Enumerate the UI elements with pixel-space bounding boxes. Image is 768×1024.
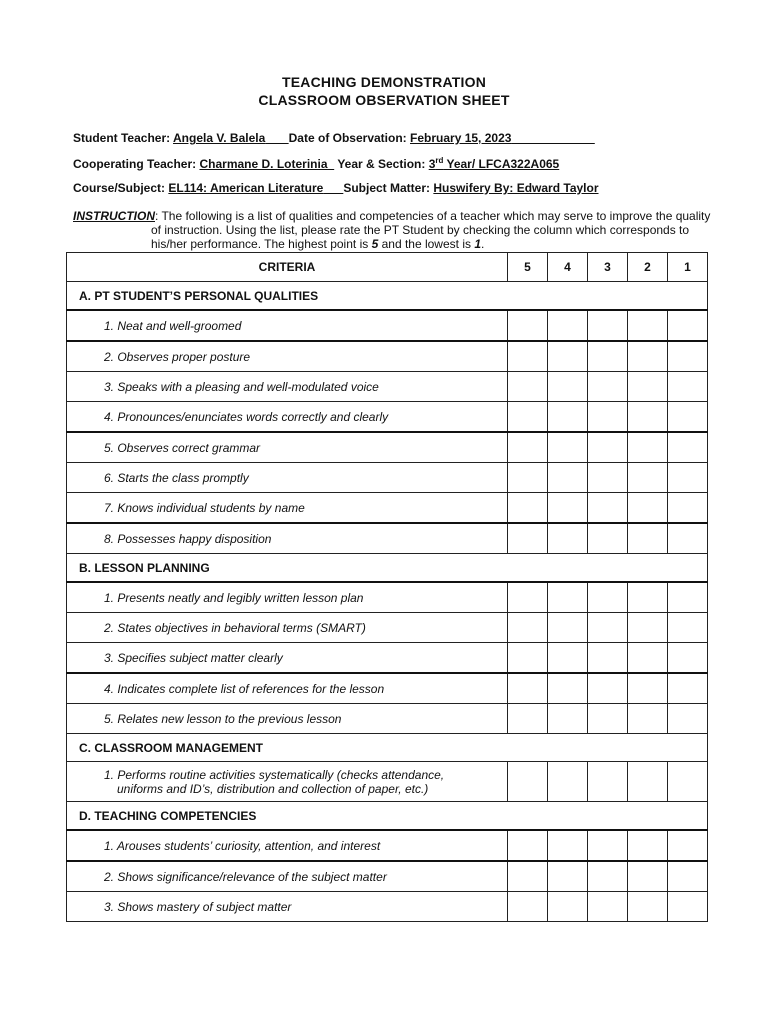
table-row	[67, 762, 708, 802]
criterion-label: 2. States objectives in behavioral terms (SMART)	[67, 613, 508, 643]
rating-cell-4[interactable]	[548, 523, 588, 554]
rating-cell-2[interactable]	[628, 310, 668, 341]
rating-cell-1[interactable]	[668, 861, 708, 892]
rating-cell-1[interactable]	[668, 402, 708, 433]
rating-cell-4[interactable]	[548, 613, 588, 643]
criterion-label: 3. Specifies subject matter clearly	[67, 643, 508, 674]
rating-cell-3[interactable]	[588, 432, 628, 463]
info-row-student-teacher	[73, 131, 595, 145]
rating-cell-4[interactable]	[548, 830, 588, 861]
info-row-course	[73, 181, 599, 195]
document-title-line2: CLASSROOM OBSERVATION SHEET	[258, 92, 510, 108]
table-row	[67, 463, 708, 493]
criterion-label: 4. Pronounces/enunciates words correctly and clearly	[67, 402, 508, 433]
rating-cell-2[interactable]	[628, 402, 668, 433]
criterion-line1: 1. Performs routine activities systematically (checks attendance,	[104, 767, 445, 782]
rating-cell-3[interactable]	[588, 861, 628, 892]
rating-cell-2[interactable]	[628, 463, 668, 493]
rating-cell-5[interactable]	[508, 310, 548, 341]
table-row	[67, 892, 708, 922]
rating-cell-2[interactable]	[628, 493, 668, 524]
rating-cell-5[interactable]	[508, 704, 548, 734]
rating-cell-2[interactable]	[628, 762, 668, 802]
table-row	[67, 704, 708, 734]
rating-cell-3[interactable]	[588, 372, 628, 402]
rating-cell-3[interactable]	[588, 613, 628, 643]
score-header-1: 1	[668, 253, 708, 282]
rating-cell-4[interactable]	[548, 643, 588, 674]
rating-cell-1[interactable]	[668, 613, 708, 643]
instruction-block	[73, 209, 711, 251]
criterion-label: 3. Shows mastery of subject matter	[67, 892, 508, 922]
rating-cell-1[interactable]	[668, 704, 708, 734]
criterion-label: 2. Shows significance/relevance of the subject matter	[67, 861, 508, 892]
rating-cell-2[interactable]	[628, 372, 668, 402]
criterion-label: 7. Knows individual students by name	[67, 493, 508, 524]
score-header-4: 4	[548, 253, 588, 282]
student-teacher-value: Angela V. Balela	[173, 131, 266, 145]
rating-cell-4[interactable]	[548, 341, 588, 372]
rating-cell-5[interactable]	[508, 493, 548, 524]
course-blank	[323, 181, 343, 195]
rating-cell-1[interactable]	[668, 372, 708, 402]
table-row	[67, 613, 708, 643]
observation-table	[66, 252, 708, 922]
rating-cell-4[interactable]	[548, 432, 588, 463]
rating-cell-5[interactable]	[508, 643, 548, 674]
rating-cell-5[interactable]	[508, 341, 548, 372]
rating-cell-4[interactable]	[548, 673, 588, 704]
rating-cell-3[interactable]	[588, 892, 628, 922]
date-value: February 15, 2023	[410, 131, 512, 145]
subject-matter-label: Subject Matter:	[343, 181, 431, 195]
table-row	[67, 310, 708, 341]
rating-cell-5[interactable]	[508, 402, 548, 433]
table-row	[67, 402, 708, 433]
rating-cell-2[interactable]	[628, 830, 668, 861]
criterion-label: 1. Arouses students’ curiosity, attention, and interest	[67, 830, 508, 861]
course-label: Course/Subject:	[73, 181, 166, 195]
section-d-title: D. TEACHING COMPETENCIES	[67, 802, 708, 831]
criterion-label: 8. Possesses happy disposition	[67, 523, 508, 554]
rating-cell-4[interactable]	[548, 372, 588, 402]
rating-cell-1[interactable]	[668, 463, 708, 493]
rating-cell-3[interactable]	[588, 673, 628, 704]
criterion-label: 1. Neat and well-groomed	[67, 310, 508, 341]
table-row	[67, 341, 708, 372]
criterion-label: 3. Speaks with a pleasing and well-modulated voice	[67, 372, 508, 402]
rating-cell-4[interactable]	[548, 892, 588, 922]
rating-cell-3[interactable]	[588, 704, 628, 734]
rating-cell-5[interactable]	[508, 861, 548, 892]
rating-cell-2[interactable]	[628, 432, 668, 463]
table-row	[67, 493, 708, 524]
rating-cell-5[interactable]	[508, 523, 548, 554]
section-row-d	[67, 802, 708, 831]
instruction-line3: his/her performance. The highest point is 5 and the lowest is 1.	[151, 237, 485, 251]
table-row	[67, 372, 708, 402]
rating-cell-5[interactable]	[508, 892, 548, 922]
table-row	[67, 861, 708, 892]
rating-cell-1[interactable]	[668, 892, 708, 922]
rating-cell-1[interactable]	[668, 432, 708, 463]
rating-cell-1[interactable]	[668, 673, 708, 704]
section-c-title: C. CLASSROOM MANAGEMENT	[67, 734, 708, 762]
score-header-5: 5	[508, 253, 548, 282]
rating-cell-4[interactable]	[548, 493, 588, 524]
criterion-label: 6. Starts the class promptly	[67, 463, 508, 493]
rating-cell-4[interactable]	[548, 861, 588, 892]
rating-cell-2[interactable]	[628, 704, 668, 734]
section-b-title: B. LESSON PLANNING	[67, 554, 708, 583]
rating-cell-2[interactable]	[628, 673, 668, 704]
rating-cell-5[interactable]	[508, 582, 548, 613]
rating-cell-1[interactable]	[668, 493, 708, 524]
cooperating-teacher-blank	[328, 157, 335, 171]
student-teacher-blank	[265, 131, 288, 145]
rating-cell-4[interactable]	[548, 463, 588, 493]
cooperating-teacher-value: Charmane D. Loterinia	[199, 157, 328, 171]
subject-matter-value: Huswifery By: Edward Taylor	[433, 181, 599, 195]
criterion-label: 5. Relates new lesson to the previous lesson	[67, 704, 508, 734]
rating-cell-3[interactable]	[588, 830, 628, 861]
rating-cell-4[interactable]	[548, 310, 588, 341]
rating-cell-1[interactable]	[668, 523, 708, 554]
table-row	[67, 523, 708, 554]
table-header-row	[67, 253, 708, 282]
rating-cell-5[interactable]	[508, 613, 548, 643]
section-row-a	[67, 282, 708, 311]
criterion-label: 2. Observes proper posture	[67, 341, 508, 372]
section-a-title: A. PT STUDENT’S PERSONAL QUALITIES	[67, 282, 708, 311]
rating-cell-5[interactable]	[508, 463, 548, 493]
rating-cell-4[interactable]	[548, 582, 588, 613]
rating-cell-2[interactable]	[628, 892, 668, 922]
criterion-label: 5. Observes correct grammar	[67, 432, 508, 463]
rating-cell-5[interactable]	[508, 432, 548, 463]
date-label: Date of Observation:	[288, 131, 407, 145]
student-teacher-label: Student Teacher:	[73, 131, 171, 145]
table-row	[67, 643, 708, 674]
rating-cell-5[interactable]	[508, 830, 548, 861]
rating-cell-3[interactable]	[588, 310, 628, 341]
instruction-line2: of instruction. Using the list, please rate the PT Student by checking the column which corresponds to	[151, 223, 690, 237]
section-row-b	[67, 554, 708, 583]
table-row	[67, 830, 708, 861]
rating-cell-3[interactable]	[588, 523, 628, 554]
criterion-label: 1. Presents neatly and legibly written lesson plan	[67, 582, 508, 613]
rating-cell-1[interactable]	[668, 830, 708, 861]
score-header-2: 2	[628, 253, 668, 282]
rating-cell-4[interactable]	[548, 762, 588, 802]
rating-cell-3[interactable]	[588, 582, 628, 613]
rating-cell-3[interactable]	[588, 493, 628, 524]
table-row	[67, 673, 708, 704]
rating-cell-1[interactable]	[668, 310, 708, 341]
rating-cell-5[interactable]	[508, 762, 548, 802]
rating-cell-1[interactable]	[668, 341, 708, 372]
rating-cell-5[interactable]	[508, 673, 548, 704]
criterion-label: 4. Indicates complete list of references for the lesson	[67, 673, 508, 704]
rating-cell-3[interactable]	[588, 762, 628, 802]
rating-cell-1[interactable]	[668, 643, 708, 674]
year-section-value: 3rd Year/ LFCA322A065	[428, 156, 560, 171]
rating-cell-2[interactable]	[628, 523, 668, 554]
criterion-label	[67, 762, 508, 802]
table-row	[67, 432, 708, 463]
table-row	[67, 582, 708, 613]
rating-cell-4[interactable]	[548, 402, 588, 433]
rating-cell-3[interactable]	[588, 463, 628, 493]
rating-cell-1[interactable]	[668, 762, 708, 802]
section-row-c	[67, 734, 708, 762]
rating-cell-4[interactable]	[548, 704, 588, 734]
year-section-label: Year & Section:	[337, 157, 426, 171]
criteria-header: CRITERIA	[67, 253, 508, 282]
instruction-highest: 5	[371, 237, 379, 251]
rating-cell-2[interactable]	[628, 643, 668, 674]
instruction-lowest: 1	[474, 237, 482, 251]
score-header-3: 3	[588, 253, 628, 282]
rating-cell-3[interactable]	[588, 402, 628, 433]
rating-cell-1[interactable]	[668, 582, 708, 613]
instruction-label: INSTRUCTION	[73, 209, 155, 223]
info-row-cooperating-teacher	[73, 156, 559, 171]
criterion-line2: uniforms and ID’s, distribution and collection of paper, etc.)	[117, 781, 429, 796]
course-value: EL114: American Literature	[168, 181, 324, 195]
date-blank	[511, 131, 594, 145]
rating-cell-2[interactable]	[628, 582, 668, 613]
cooperating-teacher-label: Cooperating Teacher:	[73, 157, 197, 171]
rating-cell-2[interactable]	[628, 341, 668, 372]
rating-cell-3[interactable]	[588, 643, 628, 674]
rating-cell-2[interactable]	[628, 613, 668, 643]
rating-cell-3[interactable]	[588, 341, 628, 372]
instruction-line1: : The following is a list of qualities and competencies of a teacher which may serve to improve the quality	[155, 209, 711, 223]
document-title-line1: TEACHING DEMONSTRATION	[281, 74, 487, 90]
rating-cell-5[interactable]	[508, 372, 548, 402]
rating-cell-2[interactable]	[628, 861, 668, 892]
